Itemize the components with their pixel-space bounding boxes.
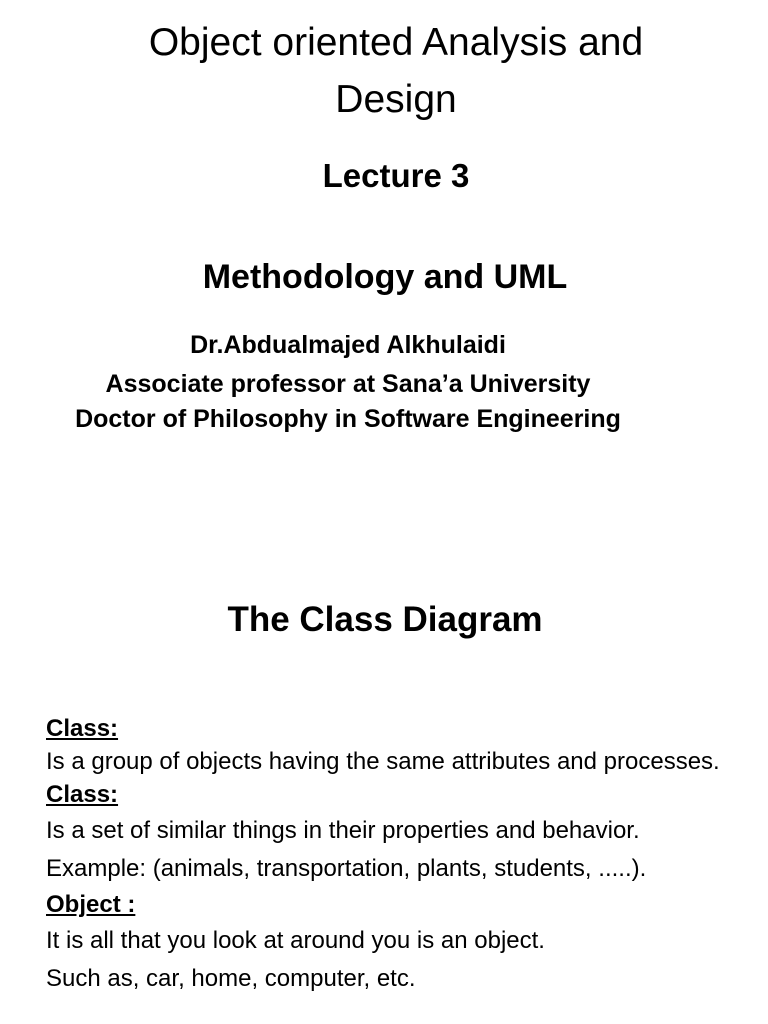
object-example: Such as, car, home, computer, etc. [46, 965, 416, 992]
author-position: Associate professor at Sana’a University [105, 370, 591, 398]
author-info [60, 326, 636, 435]
definition-class-2: Is a set of similar things in their properties and behavior. [46, 817, 640, 844]
section-heading: The Class Diagram [227, 600, 543, 639]
lecture-subtitle: Methodology and UML [202, 258, 568, 296]
term-class-1: Class: [46, 715, 119, 742]
class-example: Example: (animals, transportation, plants, students, .....). [46, 855, 647, 882]
lecture-number: Lecture 3 [322, 157, 470, 194]
content-body [46, 712, 746, 998]
definition-object: It is all that you look at around you is an object. [46, 927, 545, 954]
document-title: Object oriented Analysis and Design [148, 21, 644, 121]
term-class-2: Class: [46, 781, 119, 808]
author-degree: Doctor of Philosophy in Software Engineering [75, 405, 621, 433]
author-name: Dr.Abdualmajed Alkhulaidi [190, 331, 506, 359]
definition-class-1: Is a group of objects having the same attributes and processes. [46, 748, 720, 775]
term-object: Object : [46, 891, 136, 918]
